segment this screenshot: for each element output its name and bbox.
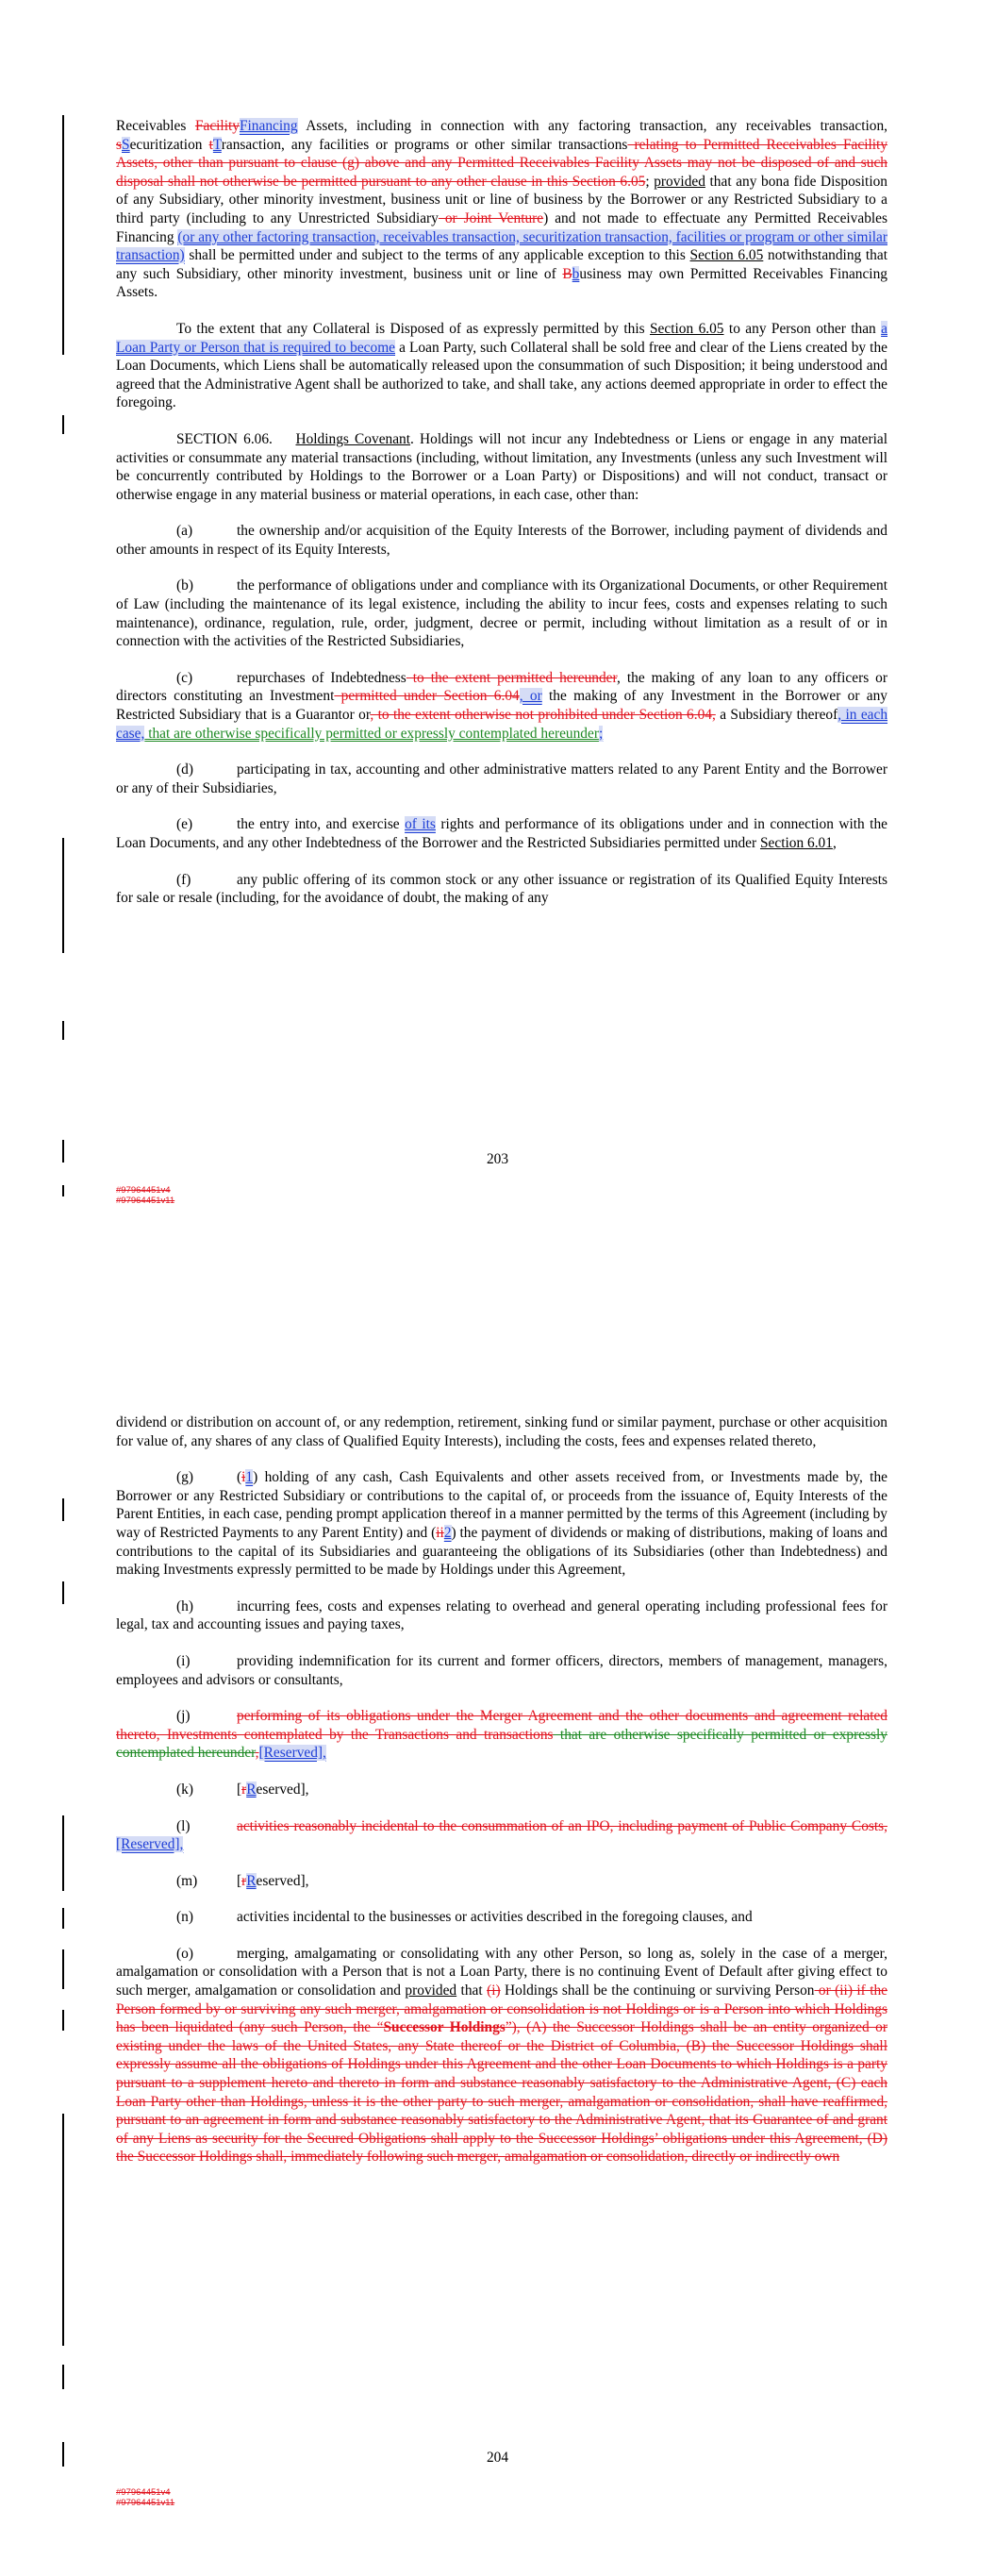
deleted-text: performing of its obligations under the Merger Agreement and the other documents and agreement related thereto, Investments contemplated by the Transactions and transactions [116, 1708, 887, 1743]
text: ransaction, any facilities or programs or other similar transactions [221, 136, 628, 153]
inserted-text: S [122, 136, 130, 153]
text: rights and performance of its obligations under and in connection with the Loan Documents, and any other Indebtedness of the Borrower and the Restricted Subsidiaries permitted under [116, 816, 887, 851]
text: providing indemnification for its current and former officers, directors, members of management, managers, employees and advisors or consultants, [116, 1652, 887, 1688]
text: ecuritization [129, 136, 209, 153]
inserted-text: [Reserved], [258, 1745, 326, 1762]
text: [ [237, 1872, 242, 1889]
deleted-text: relating to Permitted Receivables Facility Assets, other than pursuant to clause (g) above and any Permitted Receivables Facility Assets may not be disposed of and such disposal shall not otherwise be permitted pursuant to any other clause in this Section 6.05 [116, 136, 888, 190]
text: merging, amalgamating or consolidating with any other Person, so long as, solely in the case of a merger, amalgamation or consolidation with a Person that is not a Loan Party, there is no continuing Event of Default after giving effect to such merger, amalgamation or consolidation and [116, 1945, 887, 1999]
clause-a [116, 522, 887, 559]
clause-label: (d) [176, 761, 193, 778]
text: Receivables [116, 118, 195, 134]
text: incurring fees, costs and expenses relating to overhead and general operating including professional fees for legal, tax and accounting issues and paying taxes, [116, 1597, 887, 1633]
deleted-text: or (ii) if the Person formed by or surviving any such merger, amalgamation or consolidation is not Holdings or is a Person into which Holdings has been liquidated (any such Person, the “ [116, 1982, 887, 2036]
change-bar [62, 838, 64, 953]
text: To the extent that any Collateral is Disposed of as expressly permitted by this [176, 320, 650, 337]
text: participating in tax, accounting and other administrative matters related to any Parent Entity and the Borrower or any of their Subsidiaries, [116, 761, 887, 796]
change-bar [62, 2010, 64, 2031]
inserted-text: R [246, 1781, 257, 1798]
clause-c [116, 669, 887, 743]
deleted-text: r [241, 1781, 247, 1798]
clause-label: (i) [176, 1652, 191, 1669]
moved-deleted-text: that are otherwise specifically permitted or expressly contemplated hereunder [116, 1726, 887, 1762]
clause-label: (a) [176, 523, 193, 540]
text: the entry into, and exercise [237, 816, 406, 833]
text: . Holdings will not incur any Indebtedness or Liens or engage in any material activities or consummate any material transactions (including, without limitation, any Investments (unless any such Investment will be concurrently contributed by Holdings to the Borrower or a Loan Party) or Dispositions) and will not conduct, transact or otherwise engage in any material business or material operations, in each case, other than: [116, 430, 887, 503]
clause-k [116, 1781, 887, 1799]
inserted-text: , or [519, 688, 542, 705]
change-bar [62, 2114, 64, 2346]
clause-label: (l) [176, 1817, 191, 1834]
section-6-06 [116, 430, 887, 504]
clause-label: (f) [176, 871, 191, 888]
text: that any bona fide Disposition of any Subsidiary, other minority investment, business unit or line of business by the Borrower or any Restricted Subsidiary to a third party (including to any Unrestricted Subsidiary [116, 173, 888, 226]
inserted-text: of its [405, 816, 436, 833]
text: eserved], [256, 1872, 309, 1889]
document-id [116, 2487, 174, 2508]
change-bar [62, 1498, 64, 1521]
deleted-text: (i) [487, 1982, 501, 1999]
text: ) the payment of dividends or making of distributions, making of loans and contributions to the capital of its Subsidiaries and guaranteeing the obligations of its Subsidiaries (other than Indebtedness) and making Investments expressly permitted to be made by Holdings under this Agreement, [116, 1524, 887, 1579]
change-bar [62, 1185, 64, 1196]
clause-label: (c) [176, 669, 193, 686]
inserted-text: [Reserved], [116, 1836, 184, 1853]
text: the performance of obligations under and compliance with its Organizational Documents, or other Requirement of Law (including the maintenance of its legal existence, including the ability to incur fees, costs and expenses relating to such maintenance), ordinance, regulation, rule, order, judgment, decree or permit, including without limitation as a result of or in connection with the activities of the Restricted Subsidiaries, [116, 577, 887, 650]
deleted-text: ii [436, 1524, 444, 1541]
clause-label: (n) [176, 1909, 193, 1926]
clause-b [116, 577, 887, 650]
clause-d [116, 761, 887, 797]
change-bar [62, 1581, 64, 1604]
page-number: 204 [486, 2450, 509, 2466]
text: that [456, 1982, 488, 1999]
text: a Loan Party, such Collateral shall be sold free and clear of the Liens created by the Loan Documents, which Liens shall be automatically released upon the consummation of such Disposition; it being understood and agreed that the Administrative Agent shall be authorized to take, and shall take, any actions deemed appropriate in order to effect the foregoing. [116, 339, 887, 411]
change-bar [62, 1815, 64, 1891]
moved-text: that are otherwise specifically permitted or expressly contemplated hereunder [144, 725, 599, 742]
section-reference: Section 6.01 [759, 835, 833, 851]
text: ) and not made to effectuate any Permitted Receivables Financing [116, 209, 887, 245]
section-heading: Holdings Covenant [295, 430, 411, 447]
text: [ [237, 1781, 242, 1798]
section-number: SECTION 6.06. [176, 430, 273, 447]
page-number: 203 [486, 1151, 509, 1167]
clause-m [116, 1872, 887, 1891]
clause-f [116, 871, 887, 908]
text: , the making of any loan to any officers or directors constituting an Investment [116, 669, 887, 705]
text: Assets, including in connection with any factoring transaction, any receivables transaction, [297, 118, 888, 134]
deleted-text: , [255, 1745, 259, 1762]
deleted-text: or Joint Venture [438, 209, 544, 226]
clause-i [116, 1652, 887, 1689]
text: Holdings shall be the continuing or surviving Person [500, 1982, 815, 1999]
inserted-text: b [572, 265, 580, 282]
text: ( [237, 1469, 242, 1486]
text: notwithstanding that any such Subsidiary, other minority investment, business unit or line of [116, 247, 887, 282]
clause-label: (b) [176, 577, 193, 594]
deleted-text: r [241, 1872, 247, 1889]
page-204-body [116, 1413, 887, 2166]
section-reference: Section 6.05 [689, 247, 764, 264]
deleted-text: t [208, 136, 213, 153]
doc-id-old: #97964451v4 [116, 1185, 171, 1196]
deleted-text: s [116, 136, 122, 153]
clause-e [116, 815, 887, 852]
document-id [116, 1185, 174, 1206]
text: a Subsidiary thereof [715, 707, 838, 724]
change-bar [62, 115, 64, 355]
change-bar [62, 1949, 64, 1989]
inserted-text: 1 [245, 1469, 254, 1486]
text: to any Person other than [723, 320, 882, 337]
clause-label: (k) [176, 1781, 193, 1798]
paragraph-receivables [116, 117, 887, 302]
change-bar [62, 2365, 64, 2389]
page-203 [0, 0, 995, 1264]
text: repurchases of Indebtedness [237, 669, 406, 686]
text: usiness may own Permitted Receivables Financing Assets. [116, 265, 887, 301]
text: dividend or distribution on account of, or any redemption, retirement, sinking fund or similar payment, purchase or other acquisition for value of, any shares of any class of Qualified Equity Interests), including the costs, fees and expenses related thereto, [116, 1414, 887, 1449]
clause-j [116, 1707, 887, 1763]
clause-n [116, 1908, 887, 1927]
text: ; [645, 173, 655, 190]
inserted-text: Financing [239, 118, 298, 134]
text: any public offering of its common stock or any other issuance or registration of its Qualified Equity Interests for sale or resale (including, for the avoidance of doubt, the making of any [116, 871, 887, 907]
section-reference: Section 6.05 [650, 320, 724, 337]
clause-o [116, 1945, 887, 2166]
inserted-text: (or any other factoring transaction, receivables transaction, securitization transaction, facilities or program or other similar transaction) [116, 228, 887, 264]
change-bar [62, 1021, 64, 1040]
inserted-text: a Loan Party or Person that is required to become [116, 320, 887, 356]
clause-label: (j) [176, 1708, 191, 1725]
deleted-defined-term: Successor Holdings [383, 2019, 506, 2036]
clause-label: (m) [176, 1872, 198, 1889]
doc-id-old: #97964451v4 [116, 2487, 171, 2498]
clause-h [116, 1597, 887, 1634]
inserted-text: 2 [443, 1524, 452, 1541]
clause-label: (h) [176, 1597, 193, 1614]
clause-label: (e) [176, 816, 193, 833]
text: ) holding of any cash, Cash Equivalents and other assets received from, or Investments made by, the Borrower or any Restricted Subsidiary or contributions to the capital of, or proceeds from the issuance of, Equity Interests of the Parent Entities, in each case, pending prompt application thereof in a manner permitted by the terms of this Agreement (including by way of Restricted Payments to any Parent Entity) and ( [116, 1469, 887, 1541]
deleted-text: i [241, 1469, 246, 1486]
deleted-text: to the extent permitted hereunder [406, 669, 618, 686]
change-bar [62, 415, 64, 434]
paragraph-continued [116, 1413, 887, 1450]
change-bar [62, 1908, 64, 1929]
provided-term: provided [654, 173, 705, 190]
text: activities incidental to the businesses or activities described in the foregoing clauses, and [237, 1909, 753, 1926]
deleted-text: activities reasonably incidental to the consummation of an IPO, including payment of Public Company Costs, [237, 1817, 887, 1834]
page-203-body [116, 117, 887, 908]
doc-id-new: #97964451v11 [116, 1196, 175, 1206]
clause-label: (g) [176, 1469, 193, 1486]
clause-label: (o) [176, 1945, 193, 1962]
deleted-text: , to the extent otherwise not prohibited under Section 6.04, [370, 707, 716, 724]
doc-id-new: #97964451v11 [116, 2498, 175, 2508]
inserted-text: ; [598, 725, 604, 742]
inserted-text: R [246, 1872, 257, 1889]
text: , [832, 835, 837, 851]
clause-g [116, 1468, 887, 1580]
inserted-text: , in each case, [116, 707, 888, 742]
deleted-text: ”), (A) the Successor Holdings shall be an entity organized or existing under the laws of the United States, any State thereof or the District of Columbia, (B) the Successor Holdings shall expressly assume all the obligations of Holdings under this Agreement and the other Loan Documents to which Holdings is a party pursuant to a supplement hereto and thereto in form and substance reasonably satisfactory to the Administrative Agent, (C) each Loan Party other than Holdings, unless it is the other party to such merger, amalgamation or consolidation, shall have reaffirmed, pursuant to an agreement in form and substance reasonably satisfactory to the Administrative Agent, that its Guarantee of and grant of any Liens as security for the Secured Obligations shall apply to the Successor Holdings’ obligations under this Agreement, (D) the Successor Holdings shall, immediately following such merger, amalgamation or consolidation, directly or indirectly own [116, 2019, 887, 2166]
text: the making of any Investment in the Borrower or any Restricted Subsidiary that is a Guarantor or [116, 688, 887, 724]
deleted-text: Facility [194, 118, 240, 134]
text: eserved], [256, 1781, 309, 1798]
page-204 [0, 1264, 995, 2576]
inserted-text: T [212, 136, 222, 153]
provided-term: provided [405, 1982, 457, 1999]
clause-l [116, 1817, 887, 1854]
paragraph-collateral-release [116, 320, 887, 412]
text: the ownership and/or acquisition of the Equity Interests of the Borrower, including payment of dividends and other amounts in respect of its Equity Interests, [116, 523, 887, 558]
deleted-text: B [562, 265, 572, 282]
text: shall be permitted under and subject to the terms of any applicable exception to this [184, 247, 690, 264]
deleted-text: permitted under Section 6.04 [334, 688, 520, 705]
